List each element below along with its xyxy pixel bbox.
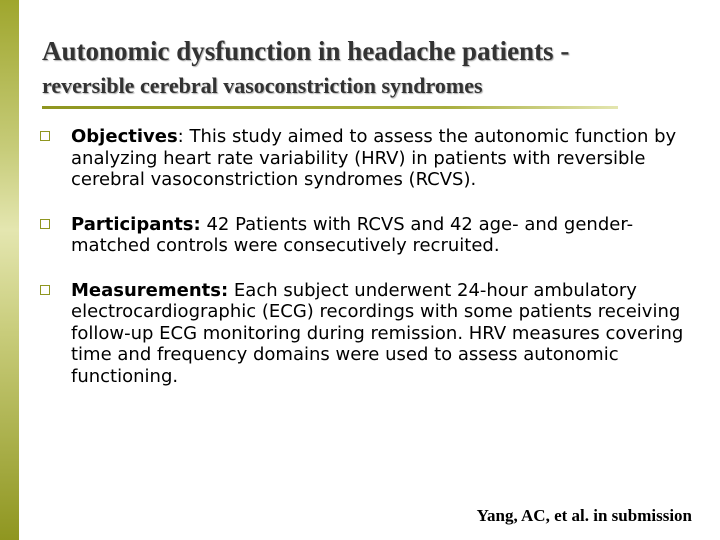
bullet-label-participants: Participants: — [71, 213, 201, 235]
bullet-text-participants: 42 Patients with RCVS and 42 age- and gender-matched controls were consecutively recruited. — [71, 213, 634, 256]
bullet-list — [40, 126, 700, 410]
title-underline-rule — [42, 106, 618, 109]
citation: Yang, AC, et al. in submission — [476, 506, 692, 525]
hollow-square-bullet-icon — [40, 219, 50, 229]
hollow-square-bullet-icon — [40, 285, 50, 295]
bullet-text-measurements: Each subject underwent 24-hour ambulatory electrocardiographic (ECG) recordings with some patients receiving follow-up ECG monitoring during remission. HRV measures covering time and frequency domains were used to assess autonomic functioning. — [71, 279, 684, 387]
bullet-item-measurements — [40, 280, 700, 388]
bullet-item-objectives — [40, 126, 700, 191]
bullet-separator-objectives: : — [177, 126, 184, 147]
hollow-square-bullet-icon — [40, 131, 50, 141]
bullet-label-objectives: Objectives — [71, 126, 178, 147]
bullet-item-participants — [40, 214, 700, 257]
decorative-side-bar — [0, 0, 19, 540]
bullet-label-measurements: Measurements: — [71, 279, 229, 301]
bullet-text-objectives: This study aimed to assess the autonomic function by analyzing heart rate variability (HRV) in patients with reversible cerebral vasoconstriction syndromes (RCVS). — [71, 126, 677, 190]
slide-title-line-1: Autonomic dysfunction in headache patients - — [42, 36, 570, 66]
slide-title — [42, 32, 569, 102]
slide-title-line-2: reversible cerebral vasoconstriction syndromes — [42, 73, 483, 98]
